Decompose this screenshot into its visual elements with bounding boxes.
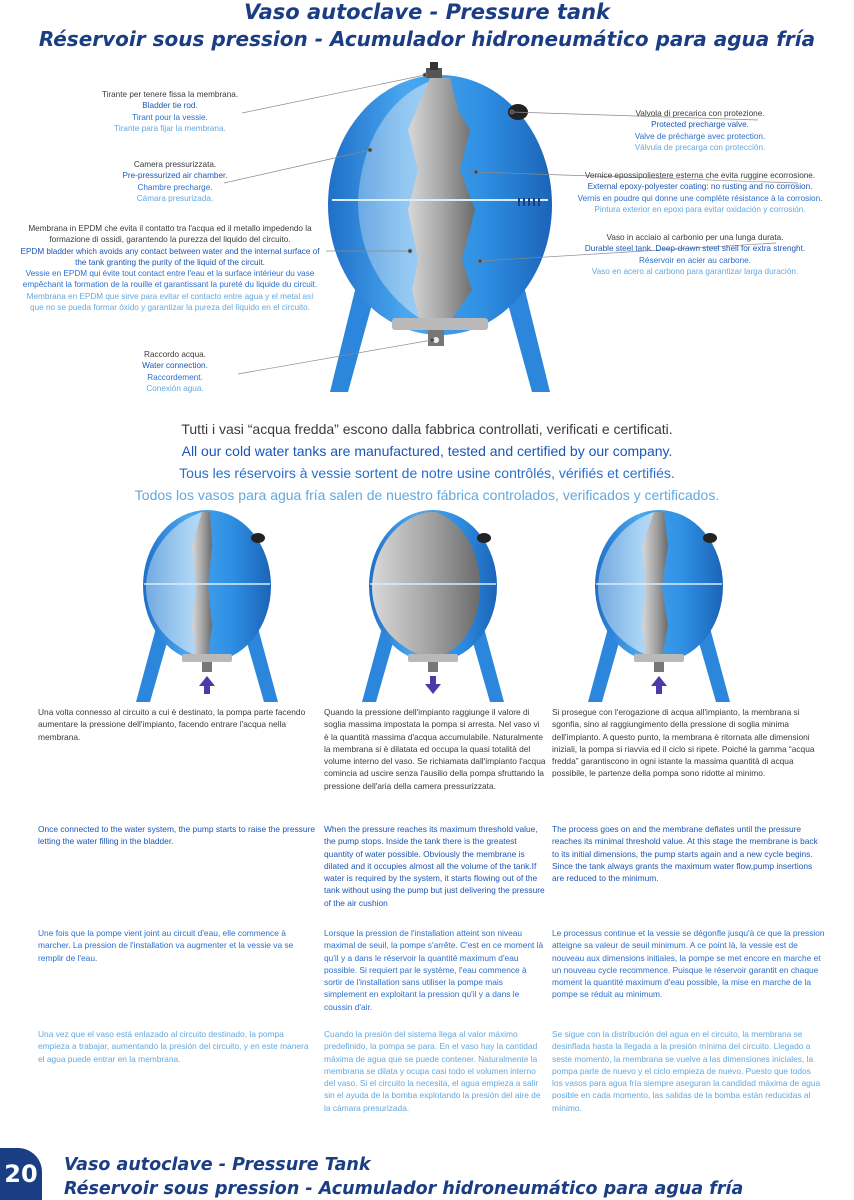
annotation-bladder-tie-rod: Tirante per tenere fissa la membrana. Bladder tie rod. Tirant pour la vessie. Tirante para fijar la membrana. <box>101 90 239 133</box>
tank-stage-2-illustration <box>358 506 508 702</box>
stage-2-text-en: When the pressure reaches its maximum threshold value, the pump stops. Inside the tank there is the greatest quantity of water possible. Obviously the membrane is dilated and it occupies almost all the volume of the tank.If water is required by the system, it starts flowing out of the tank without using the pump but just delivering the pressure of the air cushion <box>324 824 545 908</box>
stage-2-text-fr: Lorsque la pression de l'installation atteint son niveau maximal de seuil, la pompe s'arrête. C'est en ce moment là qu'il y a dans le réservoir la quantité maximum d'eau possible. Si requiert par le système, l'eau commence à sortir de l'installation sans utiliser la pompe mais simplement en exploitant la pression qu'il y a dans le coussin d'air. <box>324 928 544 1012</box>
footer-title: Vaso autoclave - Pressure Tank <box>64 1155 371 1175</box>
page-title: Vaso autoclave - Pressure tank <box>243 0 611 24</box>
annotation-membrane: Membrana in EPDM che evita il contatto tra l'acqua ed il metallo impedendo la formazione di ossidi, garantendo la purezza del liquido del circuito. EPDM bladder which avoids any contact between water and the internal surface of the tank granting the purity of the liquid of the circuit. Vessie en EPDM qui évite tout contact entre l'eau et la surface intérieur du vase empêchant la formation de la rouille et garantissant la pureté du liquide du circuit. Membrana en EPDM que sirve para evitar el contacto entre agua y el metal así que no se pueda formar óxido y garantizar la pureza del líquido en el circuito. <box>20 224 320 313</box>
annotation-precharge-valve: Valvola di precarica con protezione. Protected precharge valve. Valve de précharge avec protection. Válvula de precarga con protección. <box>634 109 766 152</box>
annotation-water-connection: Raccordo acqua. Water connection. Raccordement. Conexión agua. <box>142 350 208 393</box>
stage-1-text-en: Once connected to the water system, the pump starts to raise the pressure letting the water filling in the bladder. <box>38 824 315 847</box>
stage-3-text-it: Si prosegue con l'erogazione di acqua all'impianto, la membrana si sgonfia, sino al raggiungimento della pressione di soglia minima dell'impianto. A questo punto, la membrana è ritornata alle dimensioni iniziali, la pompa si riavvia ed il ciclo si ripete. Poiché la gamma “acqua fredda” garantiscono in ogni istante la massima quantità di acqua possibile, le partenze della pompa sono ridotte al minimo. <box>552 707 815 779</box>
stage-2-text-it: Quando la pressione dell'impianto raggiunge il valore di soglia massima impostata la pompa si arresta. Nel vaso vi è la quantità massima d'acqua accumulabile. Naturalmente la membrana si è dilatata ed occupa la quasi totalità del volume interno del vaso. Se richiamata dall'impianto l'acqua comincia ad uscire senza l'ausilio della pompa sfruttando la pressione dell'aria della camera pressurizzata. <box>324 707 546 791</box>
footer-subtitle: Réservoir sous pression - Acumulador hidroneumático para agua fría <box>64 1179 744 1199</box>
page-number: 20 <box>0 1148 42 1200</box>
annotation-coating: Vernice epossipoliestere esterna che evita ruggine ecorrosione. External epoxy-polyester coating: no rusting and no corrosion. Vernis en poudre qui donne une complète résistance à la corrosion. Pintura exterior en epoxi para evitar oxidación y corrosión. <box>577 171 823 214</box>
certification-statement: Tutti i vasi “acqua fredda” escono dalla fabbrica controllati, verificati e certificati. All our cold water tanks are manufactured, tested and certified by our company. Tous les réservoirs à vessie sortent de notre usine contrôlés, vérifiés et certifiés. Todos los vasos para agua fría salen de nuestro fábrica controlados, verificados y certificados. <box>134 421 720 503</box>
annotation-steel-tank: Vaso in acciaio al carbonio per una lunga durata. Durable steel tank. Deep-drawn steel shell for extra strenght. Réservoir en acier au carbone. Vaso en acero al carbono para garantizar larga duración. <box>584 233 806 276</box>
stage-3-text-en: The process goes on and the membrane deflates until the pressure reaches its minimal threshold value. At this stage the membrane is back to its initial dimensions, the pump starts again and a new cycle begins. Since the tank always grants the maximum water flow,pump insertions are reduced to the minimum. <box>552 824 818 884</box>
stage-3-text-es: Se sigue con la distribución del agua en el circuito, la membrana se desinflada hasta la llegada a la presión mínima del circuito. Llegado a seste momento, la membrana se vuelve a las dimensiones iniciales, la pompa parte de nuevo y el ciclo empieza de nuevo. Puesto que todos los vasos para agua fría siempre aseguran la candidad máxima de agua posible en cada momento, las salidas de la bomba están reducidas al mínimo. <box>552 1029 821 1113</box>
tank-stage-3-illustration <box>584 506 734 702</box>
stage-1-text-fr: Une fois que la pompe vient joint au circuit d'eau, elle commence à marcher. La pression de l'installation va augmenter et la vessie va se remplir de l'eau. <box>38 928 294 963</box>
stage-1-text-it: Una volta connesso al circuito a cui è destinato, la pompa parte facendo aumentare la pressione dell'impianto, facendo entrare l'acqua nella membrana. <box>38 707 306 742</box>
page-subtitle: Réservoir sous pression - Acumulador hidroneumático para agua fría <box>38 27 816 51</box>
tank-stage-1-illustration <box>132 506 282 702</box>
annotation-air-chamber: Camera pressurizzata. Pre-pressurized air chamber. Chambre precharge. Cámara presurizada. <box>122 160 228 203</box>
stage-2-text-es: Cuando la presión del sistema llega al valor máximo predefinido, la pompa se para. En el vaso hay la cantidad máxima de agua que se puede contener. Naturalmente la membrana se dilata y ocupa casi todo el volumen interno del vaso. Si el circuito la necesita, el agua empieza a salir sin el ayuda de la bomba explotando la presión del aire de la cámara presurizada. <box>324 1029 541 1113</box>
stage-1-text-es: Una vez que el vaso está enlazado al circuito destinado, la pompa empieza a trabajar, aumentando la presión del circuito, y en este manera el agua puede entrar en la membrana. <box>38 1029 309 1064</box>
stage-3-text-fr: Le processus continue et la vessie se dégonfle jusqu'à ce que la pression atteigne sa valeur de seuil minimum. A ce point là, la vessie est de nouveau aux dimensions initiales, la pompe se met encore en marche et un nouveau cycle recommence. Puisque le réservoir garantit en chaque moment la quantité maximum d'eau possible, la mise en marche de la pompe se réduit au minimum. <box>552 928 825 1000</box>
